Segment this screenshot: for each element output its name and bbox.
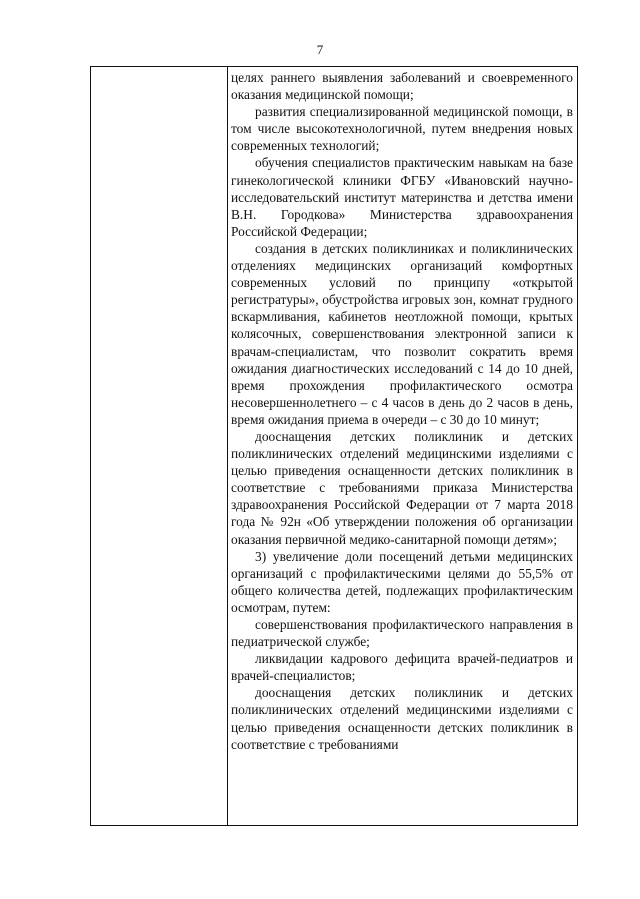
paragraph-prevention: совершенствования профилактического направления в педиатрической службе; (231, 617, 573, 650)
document-table (90, 66, 578, 826)
table-right-column (231, 69, 573, 753)
paragraph-item-3: 3) увеличение доли посещений детьми медицинских организаций с профилактическими целями до 55,5% от общего количества детей, подлежащих профилактическим осмотрам, путем: (231, 548, 573, 615)
column-divider (227, 67, 228, 825)
paragraph-specialized-care: развития специализированной медицинской помощи, в том числе высокотехнологичной, путем внедрения новых современных технологий; (231, 104, 573, 154)
table-left-column (91, 67, 227, 825)
paragraph-continuation: целях раннего выявления заболеваний и своевременного оказания медицинской помощи; (231, 70, 573, 103)
paragraph-staffing: ликвидации кадрового дефицита врачей-педиатров и врачей-специалистов; (231, 651, 573, 684)
paragraph-equipment-2: дооснащения детских поликлиник и детских поликлинических отделений медицинскими изделиями с целью приведения оснащенности детских поликлиник в соответствие с требованиями (231, 685, 573, 752)
paragraph-training: обучения специалистов практическим навыкам на базе гинекологической клиники ФГБУ «Ивановский научно-исследовательский институт материнства и детства имени В.Н. Городкова» Министерства здравоохранения Российской Федерации; (231, 155, 573, 239)
page-number: 7 (316, 42, 324, 57)
paragraph-comfort-conditions: создания в детских поликлиниках и поликлинических отделениях медицинских организаций комфортных современных условий по принципу «открытой регистратуры», обустройства игровых зон, комнат грудного вскармливания, кабинетов неотложной помощи, крытых колясочных, совершенствования электронной записи к врачам-специалистам, что позволит сократить время ожидания диагностических исследований с 14 до 10 дней, время прохождения профилактического осмотра несовершеннолетнего – с 4 часов в день до 2 часов в день, время ожидания приема в очереди – с 30 до 10 минут; (231, 240, 573, 427)
paragraph-equipment: дооснащения детских поликлиник и детских поликлинических отделений медицинскими изделиями с целью приведения оснащенности детских поликлиник в соответствие с требованиями приказа Министерства здравоохранения Российской Федерации от 7 марта 2018 года № 92н «Об утверждении положения об организации оказания первичной медико-санитарной помощи детям»; (231, 428, 573, 547)
